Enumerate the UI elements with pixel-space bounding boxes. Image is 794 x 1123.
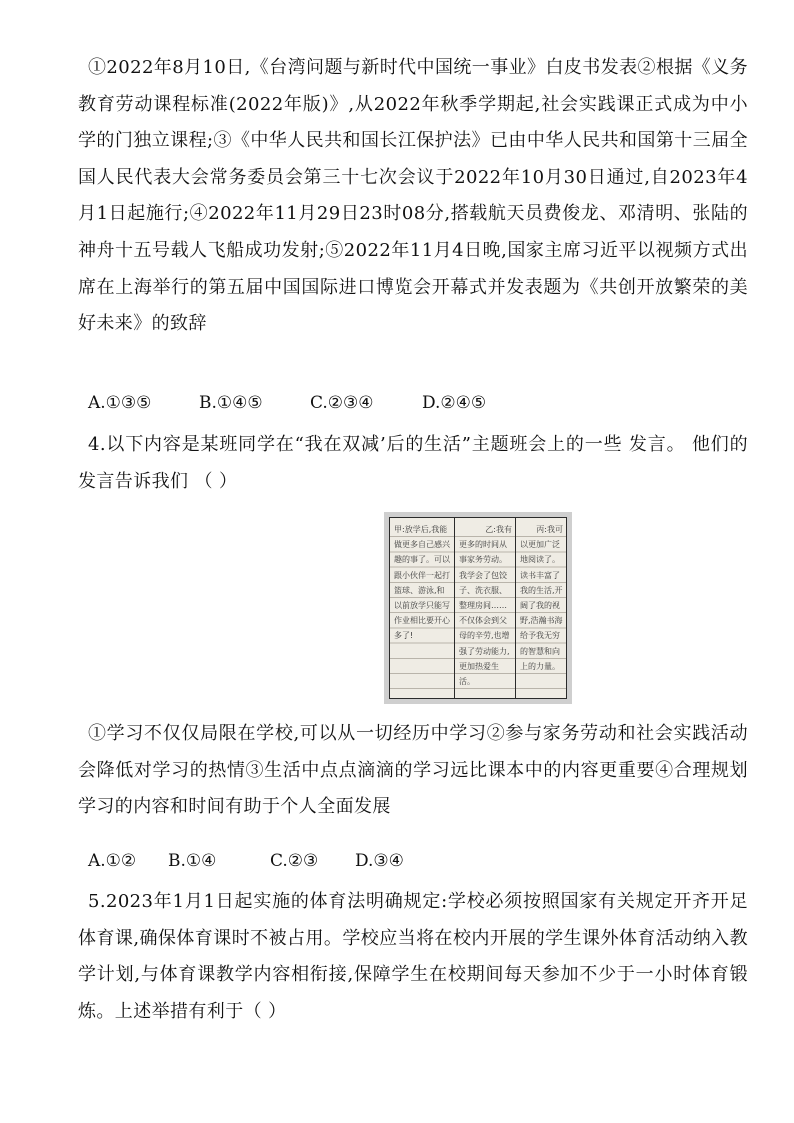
speech-speaker-bing: 丙:我可: [536, 525, 563, 534]
speech-text-yi: 更多的时间从事家务劳动。我学会了包饺子、洗衣服、整理房间……不仅体会到父母的辛劳,也增强了劳动能力,更加热爱生活。: [459, 540, 510, 687]
q4-statement: ①学习不仅仅局限在学校,可以从一切经历中学习②参与家务劳动和社会实践活动会降低对学习的热情③生活中点点滴滴的学习远比课本中的内容更重要④合理规划学习的内容和时间有助于个人全面发展: [78, 723, 748, 818]
q3-options: [88, 391, 486, 415]
speech-speaker-yi: 乙:我有: [485, 525, 512, 534]
q3-option-a: A.①③⑤: [88, 393, 152, 413]
q4-stem: 4.以下内容是某班同学在“我在双减’后的生活”主题班会上的一些 发言。 他们的发言告诉我们 （ ）: [78, 434, 748, 492]
q3-statement: ①2022年8月10日,《台湾问题与新时代中国统一事业》白皮书发表②根据《义务教育劳动课程标准(2022年版)》,从2022年秋季学期起,社会实践课正式成为中小学的门独立课程;③《中华人民共和国长江保护法》已由中华人民共和国第十三届全国人民代表大会常务委员会第三十七次会议于2022年10月30日通过,自2023年4月1日起施行;④2022年11月29日23时08分,搭载航天员费俊龙、邓清明、张陆的神舟十五号载人飞船成功发射;⑤2022年11月4日晚,国家主席习近平以视频方式出席在上海举行的第五届中国国际进口博览会开幕式并发表题为《共创开放繁荣的美好未来》的致辞: [78, 57, 748, 335]
q4-option-b: B.①④: [168, 851, 217, 871]
q3-option-b: B.①④⑤: [199, 393, 263, 413]
q4-option-d: D.③④: [355, 851, 404, 871]
q3-option-d: D.②④⑤: [422, 393, 487, 413]
speech-text-bing: 以更加广泛地阅读了。读书丰富了我的生活,开阔了我的视野,浩瀚书海给予我无穷的智慧和向上的力量。: [520, 540, 563, 671]
class-meeting-photo: [384, 512, 572, 704]
speech-columns-figure: [389, 517, 567, 699]
speech-column-bing: [515, 518, 566, 698]
speech-column-jia: [390, 518, 454, 698]
speech-column-yi: [454, 518, 515, 698]
speech-text-jia: 甲:放学后,我能做更多自己感兴趣的事了。可以跟小伙伴一起打篮球、游泳,和以前放学只能写作业相比要开心多了!: [394, 525, 450, 641]
q5-stem: 5.2023年1月1日起实施的体育法明确规定:学校必须按照国家有关规定开齐开足体育课,确保体育课时不被占用。学校应当将在校内开展的学生课外体育活动纳入教学计划,与体育课教学内容相衔接,保障学生在校期间每天参加不少于一小时体育锻炼。上述举措有利于（ ）: [78, 891, 748, 1022]
q3-option-c: C.②③④: [310, 393, 374, 413]
q4-option-a: A.①②: [88, 851, 137, 871]
q4-option-c: C.②③: [270, 851, 319, 871]
q4-options: [88, 849, 404, 873]
